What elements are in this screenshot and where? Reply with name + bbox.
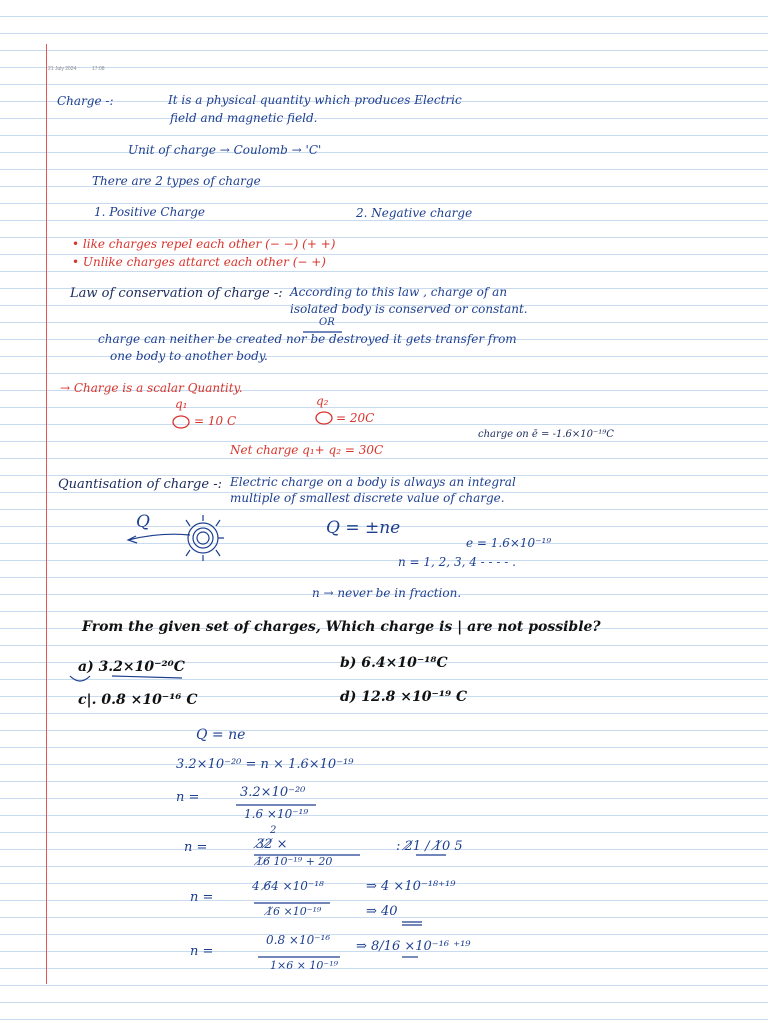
q1-value: = 10 C bbox=[194, 414, 237, 428]
option-a: a) 3.2×10⁻²⁰C bbox=[78, 659, 185, 675]
unit-of-charge: Unit of charge → Coulomb → 'C' bbox=[128, 143, 322, 157]
solution-step4-numerator: 3̸2̸ × bbox=[256, 837, 288, 852]
note-time: 17:08 bbox=[92, 66, 105, 72]
quantisation-formula: Q = ±ne bbox=[326, 518, 401, 538]
option-d: d) 12.8 ×10⁻¹⁹ C bbox=[340, 689, 468, 705]
charge-definition-line1: It is a physical quantity which produces Electric bbox=[168, 93, 462, 107]
note-date: 21 July 2024 bbox=[48, 66, 77, 72]
option-c: c|. 0.8 ×10⁻¹⁶ C bbox=[78, 692, 198, 708]
option-a-tick bbox=[70, 676, 90, 681]
charged-body-core bbox=[197, 532, 209, 544]
charge-flow-arrow bbox=[128, 534, 190, 543]
field-ticks bbox=[186, 515, 224, 561]
charged-body-inner bbox=[193, 528, 213, 548]
or-note: OR bbox=[319, 317, 335, 328]
solution-step6-result: ⇒ 8/16 ×10⁻¹⁶ ⁺¹⁹ bbox=[356, 939, 471, 954]
q2-value: = 20C bbox=[336, 411, 375, 425]
neither-created-line2: one body to another body. bbox=[110, 349, 268, 363]
solution-step-substitute: 3.2×10⁻²⁰ = n × 1.6×10⁻¹⁹ bbox=[176, 757, 354, 772]
like-charges-rule: • like charges repel each other (− −) (+ +) bbox=[72, 237, 336, 251]
quantisation-heading: Quantisation of charge -: bbox=[58, 477, 222, 492]
charged-body-Q-label: Q bbox=[136, 512, 150, 532]
n-never-fraction: n → never be in fraction. bbox=[312, 586, 462, 600]
charge-definition-line2: field and magnetic field. bbox=[170, 111, 318, 125]
solution-step6-n: n = bbox=[190, 944, 214, 959]
q1-label: q₁ bbox=[175, 397, 188, 411]
q2-label: q₂ bbox=[316, 394, 329, 408]
q1-circle bbox=[173, 416, 189, 428]
electron-charge: charge on ē = -1.6×10⁻¹⁹C bbox=[478, 429, 614, 440]
step5-40-underline bbox=[402, 922, 422, 925]
types-of-charge: There are 2 types of charge bbox=[92, 174, 261, 188]
quantisation-line2: multiple of smallest discrete value of charge. bbox=[230, 491, 505, 505]
positive-charge: 1. Positive Charge bbox=[94, 205, 206, 219]
q2-circle bbox=[316, 412, 332, 424]
option-b: b) 6.4×10⁻¹⁸C bbox=[340, 655, 448, 671]
solution-step4-denominator: 1̸6̸ 10⁻¹⁹ + 20 bbox=[256, 855, 333, 868]
solution-step4-n: n = bbox=[184, 840, 208, 855]
charged-body-outer bbox=[188, 523, 218, 553]
elementary-charge-value: e = 1.6×10⁻¹⁹ bbox=[466, 536, 552, 550]
question-text: From the given set of charges, Which charge is | are not possible? bbox=[82, 619, 601, 635]
solution-step6-denominator: 1×6 × 10⁻¹⁹ bbox=[270, 959, 339, 972]
quantisation-line1: Electric charge on a body is always an integral bbox=[230, 475, 516, 489]
solution-step3-numerator: 3.2×10⁻²⁰ bbox=[240, 785, 306, 800]
solution-step5-denominator: 1̸6 ×10⁻¹⁹ bbox=[266, 905, 322, 918]
negative-charge: 2. Negative charge bbox=[356, 206, 473, 220]
unlike-charges-rule: • Unlike charges attarct each other (− +) bbox=[72, 255, 326, 269]
conservation-law-line1: According to this law , charge of an bbox=[290, 285, 508, 299]
charge-heading: Charge -: bbox=[57, 94, 114, 108]
option-a-underline bbox=[112, 676, 182, 678]
solution-step3-denominator: 1.6 ×10⁻¹⁹ bbox=[244, 807, 309, 821]
solution-step5-numerator: 4 6̸4 ×10⁻¹⁸ bbox=[252, 879, 324, 893]
conservation-law-heading: Law of conservation of charge -: bbox=[70, 286, 283, 301]
net-charge: Net charge q₁+ q₂ = 30C bbox=[230, 443, 384, 457]
n-values: n = 1, 2, 3, 4 - - - - . bbox=[398, 555, 516, 569]
margin-line bbox=[46, 44, 47, 984]
solution-step-formula: Q = ne bbox=[196, 727, 246, 743]
solution-step4-two: 2 bbox=[270, 825, 277, 836]
solution-step5-result2: ⇒ 40 bbox=[366, 904, 398, 919]
solution-step5-result1: ⇒ 4 ×10⁻¹⁸⁺¹⁹ bbox=[366, 879, 456, 894]
scalar-quantity-line: → Charge is a scalar Quantity. bbox=[60, 381, 243, 395]
conservation-law-line2: isolated body is conserved or constant. bbox=[290, 302, 528, 316]
solution-step6-numerator: 0.8 ×10⁻¹⁶ bbox=[266, 933, 331, 947]
neither-created-line1: charge can neither be created nor be destroyed it gets transfer from bbox=[98, 332, 517, 346]
solution-step3-n: n = bbox=[176, 790, 200, 805]
solution-step5-n: n = bbox=[190, 890, 214, 905]
solution-step4-result: : 2̸1 / 1̸0 5 bbox=[396, 839, 463, 854]
